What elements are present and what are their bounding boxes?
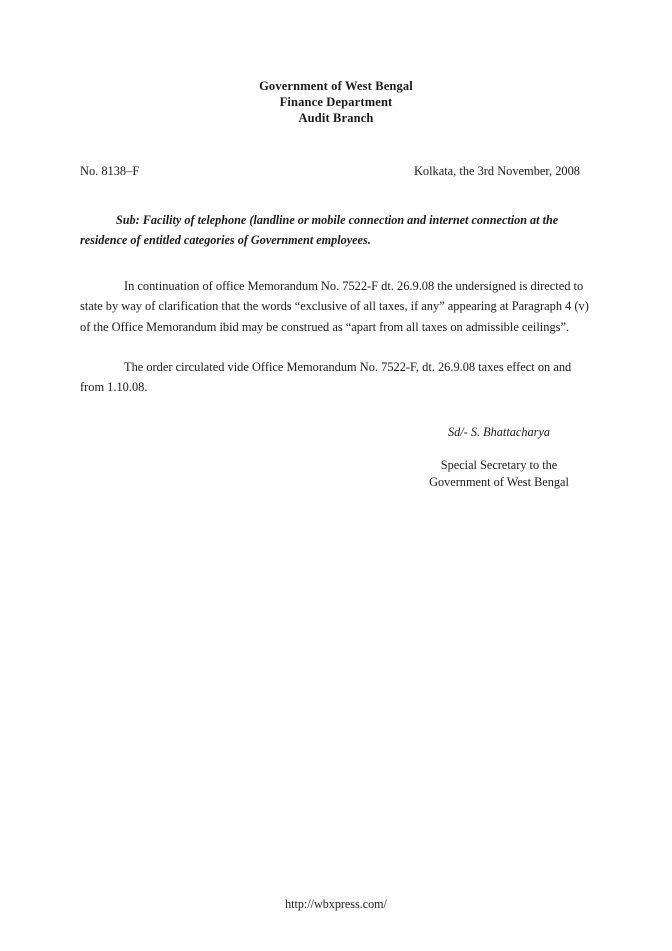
letterhead-branch-line: Audit Branch [298, 111, 374, 126]
place-and-date: Kolkata, the 3rd November, 2008 [413, 164, 580, 178]
designation-line-1: Special Secretary to the [440, 458, 558, 472]
letterhead [0, 78, 672, 127]
body-paragraph-2-container [80, 357, 590, 398]
signature-designation [385, 457, 613, 492]
signature-name: Sd/- S. Bhattacharya [447, 425, 551, 439]
reference-row [80, 163, 580, 179]
subject-line: Sub: Facility of telephone (landline or mobile connection and internet connection at the residence of entitled categories of Government employees. [80, 213, 559, 247]
letterhead-government-line: Government of West Bengal [259, 79, 413, 93]
memo-number: No. 8138–F [80, 164, 140, 178]
body-paragraph-2: The order circulated vide Office Memorandum No. 7522-F, dt. 26.9.08 taxes effect on and from 1.10.08. [80, 360, 572, 395]
letterhead-department-line: Finance Department [279, 95, 393, 110]
body-paragraph-1-container [80, 276, 590, 337]
body-paragraph-1: In continuation of office Memorandum No. 7522-F dt. 26.9.08 the undersigned is directed to state by way of clarification that the words “exclusive of all taxes, if any” appearing at Paragraph 4 (v) of the Office Memorandum ibid may be construed as “apart from all taxes on admissible ceilings”. [80, 279, 589, 334]
footer-source-url: http://wbxpress.com/ [285, 897, 387, 911]
designation-line-2: Government of West Bengal [429, 475, 569, 490]
